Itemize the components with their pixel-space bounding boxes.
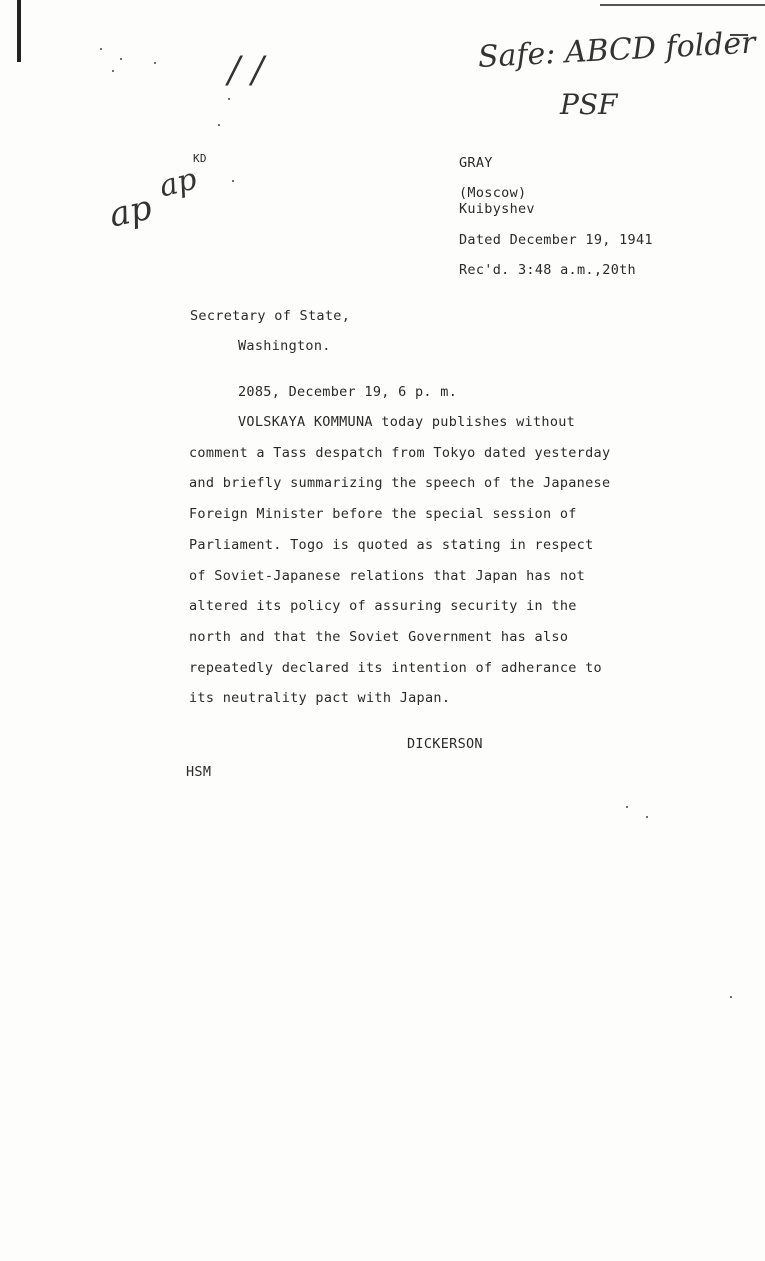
scan-dot	[154, 62, 156, 64]
message-line: comment a Tass despatch from Tokyo dated yesterday	[189, 445, 611, 461]
message-line: Foreign Minister before the special session of	[189, 506, 577, 522]
message-line: of Soviet-Japanese relations that Japan has not	[189, 568, 586, 584]
message-line: and briefly summarizing the speech of the Japanese	[189, 475, 611, 491]
left-edge-mark	[17, 0, 21, 62]
handwritten-safe-note: Safe: ABCD folder	[477, 25, 757, 75]
scan-dot	[120, 58, 122, 60]
scan-dot	[730, 996, 732, 998]
scan-dot	[232, 180, 234, 182]
message-line: VOLSKAYA KOMMUNA today publishes without	[238, 414, 576, 430]
scan-dot	[100, 48, 102, 50]
scan-dot	[228, 98, 230, 100]
handwritten-top-marks: / /	[228, 50, 264, 91]
office-code: KD	[193, 152, 207, 165]
addressee-title: Secretary of State,	[190, 308, 351, 324]
received-line: Rec'd. 3:48 a.m.,20th	[459, 262, 636, 278]
scan-dot	[626, 806, 628, 808]
typist-initials: HSM	[186, 764, 212, 780]
message-line: altered its policy of assuring security in the	[189, 598, 577, 614]
origin-city: (Moscow)	[459, 185, 527, 201]
scan-dot	[218, 124, 220, 126]
message-reference: 2085, December 19, 6 p. m.	[238, 384, 458, 400]
top-edge-line	[600, 4, 765, 6]
handwritten-stamp-initials: ap	[155, 161, 201, 205]
scan-dot	[112, 70, 114, 72]
sent-from: Kuibyshev	[459, 201, 535, 217]
classification: GRAY	[459, 155, 493, 171]
handwritten-margin-initials: ap	[105, 187, 156, 236]
scan-dot	[646, 816, 648, 818]
handwritten-psf-note: PSF	[560, 88, 618, 121]
addressee-city: Washington.	[238, 338, 331, 354]
message-line: repeatedly declared its intention of adherance to	[189, 660, 602, 676]
message-line: its neutrality pact with Japan.	[189, 690, 451, 706]
message-line: Parliament. Togo is quoted as stating in respect	[189, 537, 594, 553]
message-line: north and that the Soviet Government has also	[189, 629, 569, 645]
date-line: Dated December 19, 1941	[459, 232, 653, 248]
signature: DICKERSON	[407, 736, 483, 752]
